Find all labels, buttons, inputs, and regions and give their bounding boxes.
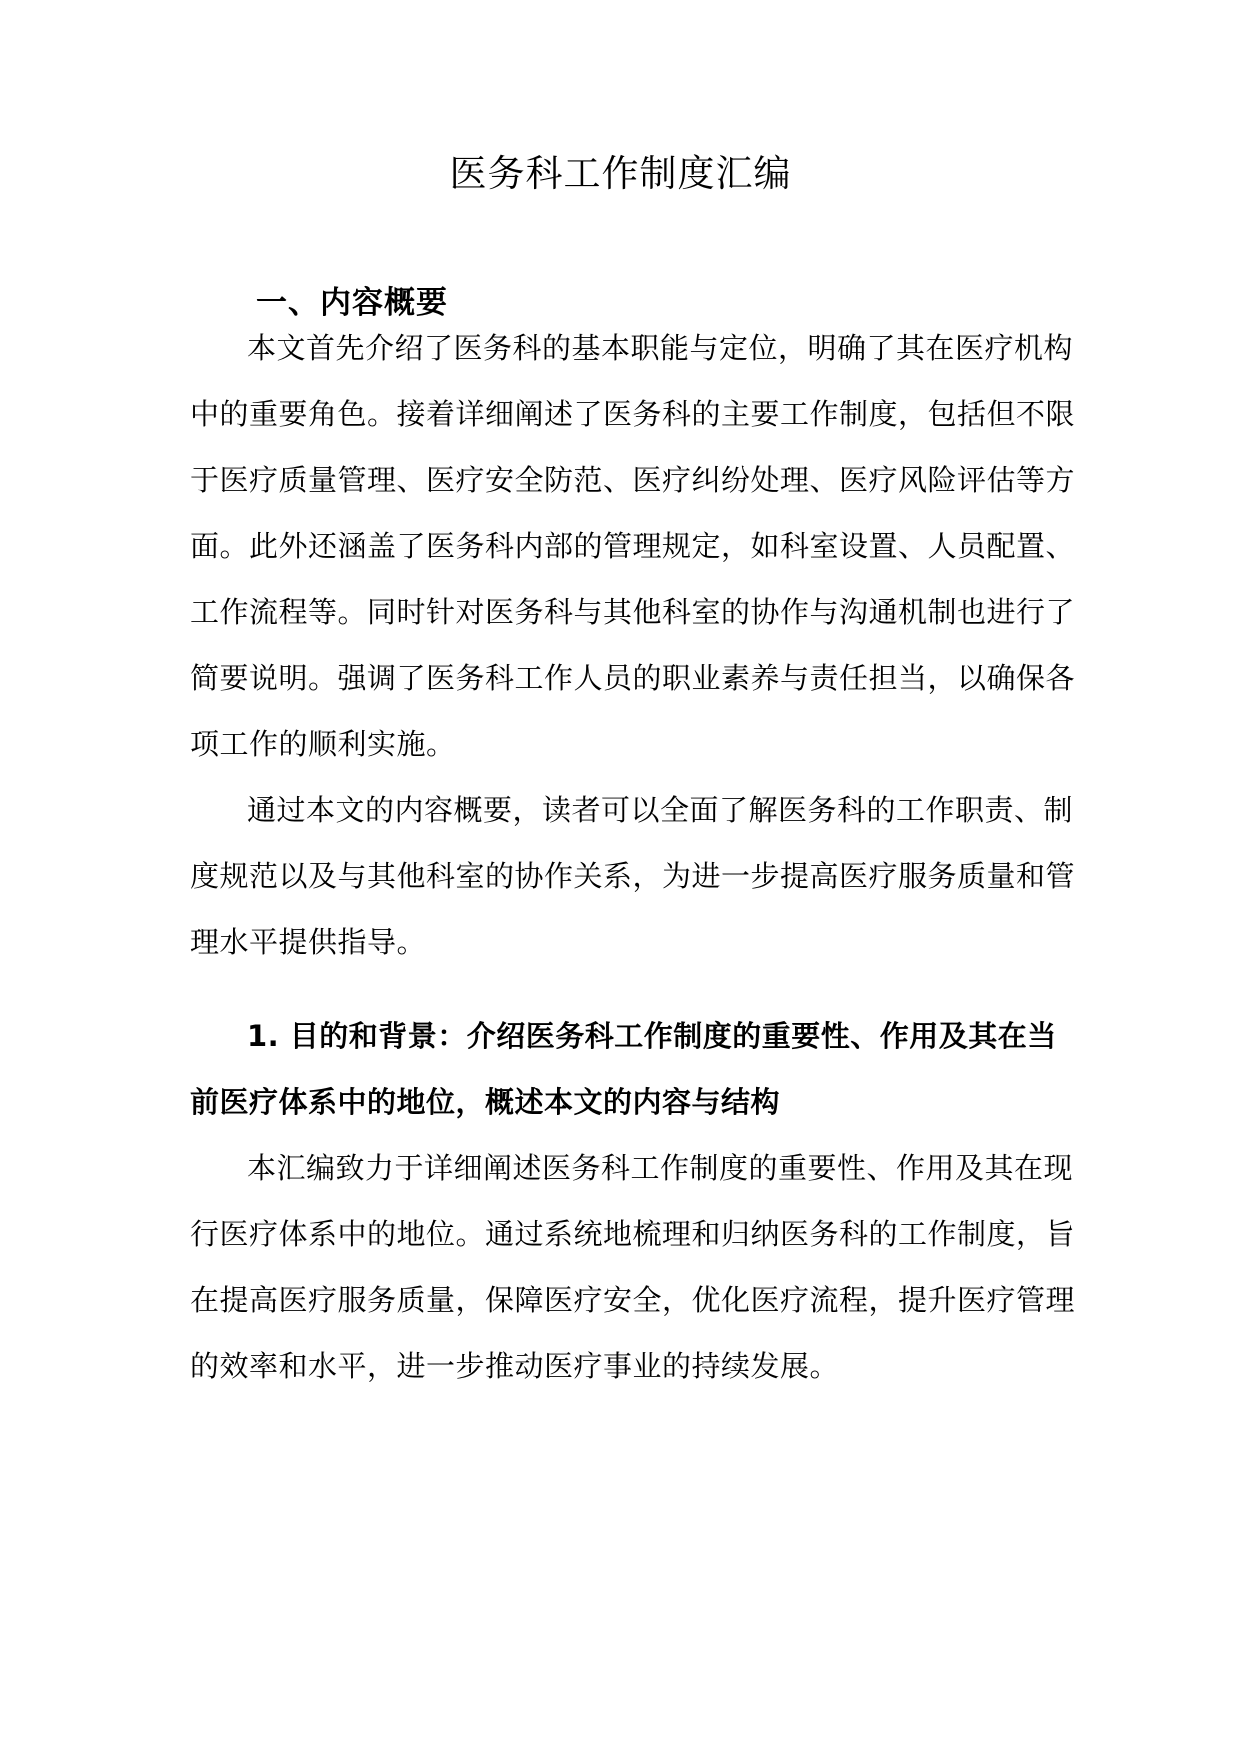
subheading-line: 1. 目的和背景：介绍医务科工作制度的重要性、作用及其在当 bbox=[247, 1019, 1057, 1053]
paragraph-line: 度规范以及与其他科室的协作关系，为进一步提高医疗服务质量和管 bbox=[190, 859, 1076, 893]
paragraph-line: 于医疗质量管理、医疗安全防范、医疗纠纷处理、医疗风险评估等方 bbox=[190, 463, 1076, 497]
paragraph-line: 行医疗体系中的地位。通过系统地梳理和归纳医务科的工作制度，旨 bbox=[190, 1217, 1076, 1251]
section-heading: 一、内容概要 bbox=[256, 285, 448, 321]
paragraph-line: 的效率和水平，进一步推动医疗事业的持续发展。 bbox=[190, 1349, 840, 1383]
document-title: 医务科工作制度汇编 bbox=[449, 152, 792, 195]
paragraph-line: 在提高医疗服务质量，保障医疗安全，优化医疗流程，提升医疗管理 bbox=[190, 1283, 1076, 1317]
paragraph-line: 简要说明。强调了医务科工作人员的职业素养与责任担当，以确保各 bbox=[190, 661, 1076, 695]
paragraph-line: 通过本文的内容概要，读者可以全面了解医务科的工作职责、制 bbox=[247, 793, 1074, 827]
paragraph-line: 中的重要角色。接着详细阐述了医务科的主要工作制度，包括但不限 bbox=[190, 397, 1076, 431]
subheading-line: 前医疗体系中的地位，概述本文的内容与结构 bbox=[190, 1085, 781, 1119]
paragraph-line: 本文首先介绍了医务科的基本职能与定位，明确了其在医疗机构 bbox=[247, 331, 1074, 365]
paragraph-line: 项工作的顺利实施。 bbox=[190, 727, 456, 761]
paragraph-line: 本汇编致力于详细阐述医务科工作制度的重要性、作用及其在现 bbox=[247, 1151, 1074, 1185]
paragraph-line: 理水平提供指导。 bbox=[190, 925, 427, 959]
paragraph-line: 工作流程等。同时针对医务科与其他科室的协作与沟通机制也进行了 bbox=[190, 595, 1076, 629]
paragraph-line: 面。此外还涵盖了医务科内部的管理规定，如科室设置、人员配置、 bbox=[190, 529, 1076, 563]
